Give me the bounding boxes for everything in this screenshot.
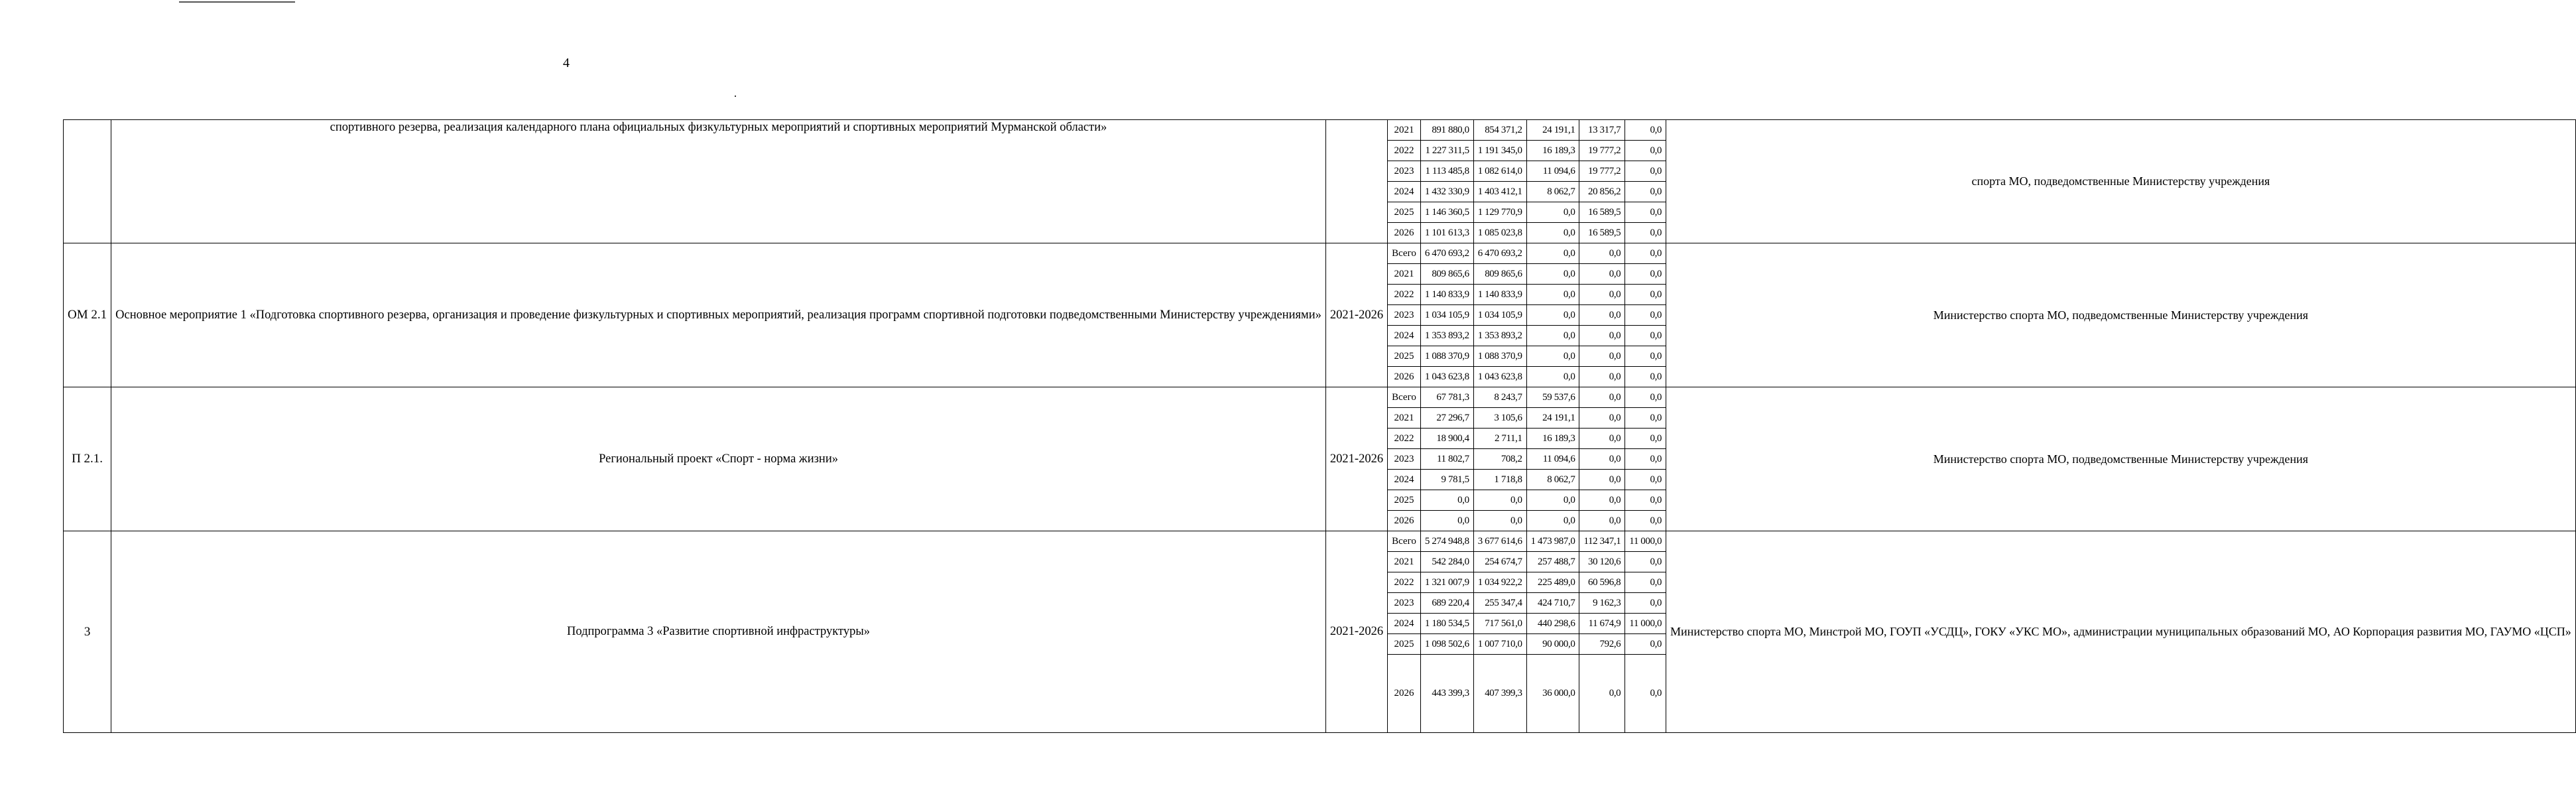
amount-cell: 809 865,6 [1420, 264, 1473, 285]
amount-cell: 11 094,6 [1526, 449, 1579, 470]
amount-cell: 11 674,9 [1579, 614, 1625, 634]
amount-cell: 440 298,6 [1526, 614, 1579, 634]
amount-cell: 1 321 007,9 [1420, 572, 1473, 593]
amount-cell: 27 296,7 [1420, 408, 1473, 429]
amount-cell: 11 000,0 [1625, 614, 1666, 634]
amount-cell: 0,0 [1579, 346, 1625, 367]
amount-cell: 689 220,4 [1420, 593, 1473, 614]
year-cell: 2021 [1388, 120, 1421, 141]
amount-cell: 0,0 [1625, 285, 1666, 305]
amount-cell: 0,0 [1625, 120, 1666, 141]
amount-cell: 1 007 710,0 [1473, 634, 1526, 655]
amount-cell: 792,6 [1579, 634, 1625, 655]
amount-cell: 0,0 [1526, 202, 1579, 223]
amount-cell: 0,0 [1625, 655, 1666, 733]
amount-cell: 0,0 [1473, 490, 1526, 511]
amount-cell: 1 043 623,8 [1473, 367, 1526, 387]
year-cell: 2025 [1388, 202, 1421, 223]
amount-cell: 0,0 [1579, 243, 1625, 264]
amount-cell: 0,0 [1579, 449, 1625, 470]
implementation-period: 2021-2026 [1325, 243, 1387, 387]
amount-cell: 0,0 [1579, 367, 1625, 387]
amount-cell: 19 777,2 [1579, 161, 1625, 182]
amount-cell: 891 880,0 [1420, 120, 1473, 141]
amount-cell: 112 347,1 [1579, 531, 1625, 552]
amount-cell: 1 140 833,9 [1420, 285, 1473, 305]
amount-cell: 1 088 370,9 [1420, 346, 1473, 367]
amount-cell: 0,0 [1526, 346, 1579, 367]
amount-cell: 0,0 [1625, 305, 1666, 326]
amount-cell: 0,0 [1579, 490, 1625, 511]
amount-cell: 36 000,0 [1526, 655, 1579, 733]
amount-cell: 1 082 614,0 [1473, 161, 1526, 182]
amount-cell: 0,0 [1625, 243, 1666, 264]
amount-cell: 1 146 360,5 [1420, 202, 1473, 223]
amount-cell: 0,0 [1526, 511, 1579, 531]
amount-cell: 0,0 [1625, 408, 1666, 429]
amount-cell: 0,0 [1625, 387, 1666, 408]
year-cell: 2024 [1388, 614, 1421, 634]
amount-cell: 0,0 [1625, 223, 1666, 243]
amount-cell: 0,0 [1579, 264, 1625, 285]
amount-cell: 1 473 987,0 [1526, 531, 1579, 552]
year-cell: 2021 [1388, 552, 1421, 572]
year-cell: 2024 [1388, 470, 1421, 490]
amount-cell: 0,0 [1625, 182, 1666, 202]
amount-cell: 0,0 [1579, 429, 1625, 449]
measure-name: Региональный проект «Спорт - норма жизни» [111, 387, 1326, 531]
responsible-executors: Министерство спорта МО, Минстрой МО, ГОУП «УСДЦ», ГОКУ «УКС МО», администрации муниципальных образований МО, АО Корпорация развития МО, ГАУМО «ЦСП» [1666, 531, 2576, 733]
year-cell: 2022 [1388, 572, 1421, 593]
amount-cell: 0,0 [1625, 593, 1666, 614]
amount-cell: 424 710,7 [1526, 593, 1579, 614]
amount-cell: 0,0 [1526, 367, 1579, 387]
amount-cell: 0,0 [1579, 408, 1625, 429]
amount-cell: 0,0 [1526, 490, 1579, 511]
amount-cell: 1 353 893,2 [1473, 326, 1526, 346]
amount-cell: 708,2 [1473, 449, 1526, 470]
year-cell: 2021 [1388, 264, 1421, 285]
implementation-period: 2021-2026 [1325, 387, 1387, 531]
implementation-period [1325, 120, 1387, 243]
row-code: ОМ 2.1 [64, 243, 111, 387]
amount-cell: 11 000,0 [1625, 531, 1666, 552]
amount-cell: 255 347,4 [1473, 593, 1526, 614]
amount-cell: 0,0 [1420, 511, 1473, 531]
amount-cell: 8 062,7 [1526, 182, 1579, 202]
amount-cell: 443 399,3 [1420, 655, 1473, 733]
amount-cell: 1 101 613,3 [1420, 223, 1473, 243]
year-cell: 2024 [1388, 326, 1421, 346]
amount-cell: 1 088 370,9 [1473, 346, 1526, 367]
amount-cell: 717 561,0 [1473, 614, 1526, 634]
amount-cell: 1 113 485,8 [1420, 161, 1473, 182]
amount-cell: 16 589,5 [1579, 202, 1625, 223]
amount-cell: 19 777,2 [1579, 141, 1625, 161]
amount-cell: 20 856,2 [1579, 182, 1625, 202]
amount-cell: 0,0 [1625, 449, 1666, 470]
row-code [64, 120, 111, 243]
table-row [64, 243, 2576, 264]
amount-cell: 1 191 345,0 [1473, 141, 1526, 161]
amount-cell: 0,0 [1625, 634, 1666, 655]
year-cell: 2025 [1388, 634, 1421, 655]
amount-cell: 1 043 623,8 [1420, 367, 1473, 387]
amount-cell: 0,0 [1625, 346, 1666, 367]
amount-cell: 6 470 693,2 [1473, 243, 1526, 264]
year-cell: 2026 [1388, 367, 1421, 387]
amount-cell: 0,0 [1526, 305, 1579, 326]
amount-cell: 3 677 614,6 [1473, 531, 1526, 552]
amount-cell: 1 034 105,9 [1473, 305, 1526, 326]
amount-cell: 0,0 [1579, 655, 1625, 733]
table-row [64, 531, 2576, 552]
scan-speck [735, 96, 736, 97]
top-rule [179, 0, 295, 3]
amount-cell: 0,0 [1526, 223, 1579, 243]
year-cell: Всего [1388, 243, 1421, 264]
amount-cell: 0,0 [1579, 285, 1625, 305]
year-cell: Всего [1388, 531, 1421, 552]
page-number: 4 [563, 56, 570, 70]
amount-cell: 16 189,3 [1526, 429, 1579, 449]
amount-cell: 1 140 833,9 [1473, 285, 1526, 305]
responsible-executors: Министерство спорта МО, подведомственные Министерству учреждения [1666, 243, 2576, 387]
amount-cell: 0,0 [1625, 572, 1666, 593]
amount-cell: 9 781,5 [1420, 470, 1473, 490]
year-cell: 2022 [1388, 141, 1421, 161]
year-cell: 2026 [1388, 223, 1421, 243]
amount-cell: 257 488,7 [1526, 552, 1579, 572]
amount-cell: 0,0 [1579, 470, 1625, 490]
amount-cell: 0,0 [1579, 511, 1625, 531]
amount-cell: 0,0 [1579, 305, 1625, 326]
amount-cell: 0,0 [1625, 367, 1666, 387]
amount-cell: 0,0 [1579, 387, 1625, 408]
amount-cell: 1 129 770,9 [1473, 202, 1526, 223]
amount-cell: 5 274 948,8 [1420, 531, 1473, 552]
year-cell: 2022 [1388, 285, 1421, 305]
amount-cell: 0,0 [1625, 429, 1666, 449]
amount-cell: 0,0 [1526, 264, 1579, 285]
row-code: 3 [64, 531, 111, 733]
amount-cell: 0,0 [1625, 161, 1666, 182]
amount-cell: 1 403 412,1 [1473, 182, 1526, 202]
implementation-period: 2021-2026 [1325, 531, 1387, 733]
amount-cell: 854 371,2 [1473, 120, 1526, 141]
year-cell: 2025 [1388, 346, 1421, 367]
amount-cell: 1 085 023,8 [1473, 223, 1526, 243]
amount-cell: 1 227 311,5 [1420, 141, 1473, 161]
amount-cell: 0,0 [1625, 552, 1666, 572]
amount-cell: 2 711,1 [1473, 429, 1526, 449]
measure-name: Основное мероприятие 1 «Подготовка спортивного резерва, организация и проведение физкультурных и спортивных мероприятий, реализация программ спортивной подготовки подведомственными Министерству учреждениями» [111, 243, 1326, 387]
amount-cell: 67 781,3 [1420, 387, 1473, 408]
amount-cell: 11 802,7 [1420, 449, 1473, 470]
amount-cell: 24 191,1 [1526, 120, 1579, 141]
amount-cell: 60 596,8 [1579, 572, 1625, 593]
year-cell: 2025 [1388, 490, 1421, 511]
year-cell: 2023 [1388, 449, 1421, 470]
amount-cell: 0,0 [1625, 326, 1666, 346]
responsible-executors: Министерство спорта МО, подведомственные Министерству учреждения [1666, 387, 2576, 531]
amount-cell: 1 353 893,2 [1420, 326, 1473, 346]
amount-cell: 18 900,4 [1420, 429, 1473, 449]
amount-cell: 0,0 [1579, 326, 1625, 346]
amount-cell: 809 865,6 [1473, 264, 1526, 285]
amount-cell: 6 470 693,2 [1420, 243, 1473, 264]
amount-cell: 254 674,7 [1473, 552, 1526, 572]
year-cell: 2026 [1388, 655, 1421, 733]
row-code: П 2.1. [64, 387, 111, 531]
amount-cell: 3 105,6 [1473, 408, 1526, 429]
amount-cell: 0,0 [1625, 141, 1666, 161]
amount-cell: 407 399,3 [1473, 655, 1526, 733]
amount-cell: 59 537,6 [1526, 387, 1579, 408]
amount-cell: 8 243,7 [1473, 387, 1526, 408]
year-cell: 2023 [1388, 593, 1421, 614]
year-cell: 2026 [1388, 511, 1421, 531]
table-row [64, 120, 2576, 141]
amount-cell: 225 489,0 [1526, 572, 1579, 593]
year-cell: 2024 [1388, 182, 1421, 202]
amount-cell: 0,0 [1625, 470, 1666, 490]
amount-cell: 9 162,3 [1579, 593, 1625, 614]
amount-cell: 11 094,6 [1526, 161, 1579, 182]
amount-cell: 0,0 [1420, 490, 1473, 511]
amount-cell: 1 034 105,9 [1420, 305, 1473, 326]
amount-cell: 0,0 [1526, 285, 1579, 305]
amount-cell: 16 589,5 [1579, 223, 1625, 243]
responsible-executors: спорта МО, подведомственные Министерству учреждения [1666, 120, 2576, 243]
amount-cell: 8 062,7 [1526, 470, 1579, 490]
amount-cell: 0,0 [1625, 511, 1666, 531]
amount-cell: 24 191,1 [1526, 408, 1579, 429]
measure-name: спортивного резерва, реализация календарного плана официальных физкультурных мероприятий и спортивных мероприятий Мурманской области» [111, 120, 1326, 243]
year-cell: 2023 [1388, 305, 1421, 326]
amount-cell: 0,0 [1473, 511, 1526, 531]
year-cell: Всего [1388, 387, 1421, 408]
amount-cell: 90 000,0 [1526, 634, 1579, 655]
amount-cell: 1 432 330,9 [1420, 182, 1473, 202]
amount-cell: 542 284,0 [1420, 552, 1473, 572]
amount-cell: 0,0 [1526, 326, 1579, 346]
amount-cell: 0,0 [1625, 264, 1666, 285]
amount-cell: 13 317,7 [1579, 120, 1625, 141]
amount-cell: 0,0 [1526, 243, 1579, 264]
year-cell: 2022 [1388, 429, 1421, 449]
amount-cell: 1 034 922,2 [1473, 572, 1526, 593]
year-cell: 2023 [1388, 161, 1421, 182]
amount-cell: 1 180 534,5 [1420, 614, 1473, 634]
amount-cell: 1 718,8 [1473, 470, 1526, 490]
amount-cell: 16 189,3 [1526, 141, 1579, 161]
table-row [64, 387, 2576, 408]
amount-cell: 1 098 502,6 [1420, 634, 1473, 655]
budget-table [63, 119, 2576, 733]
amount-cell: 0,0 [1625, 490, 1666, 511]
year-cell: 2021 [1388, 408, 1421, 429]
amount-cell: 30 120,6 [1579, 552, 1625, 572]
amount-cell: 0,0 [1625, 202, 1666, 223]
measure-name: Подпрограмма 3 «Развитие спортивной инфраструктуры» [111, 531, 1326, 733]
